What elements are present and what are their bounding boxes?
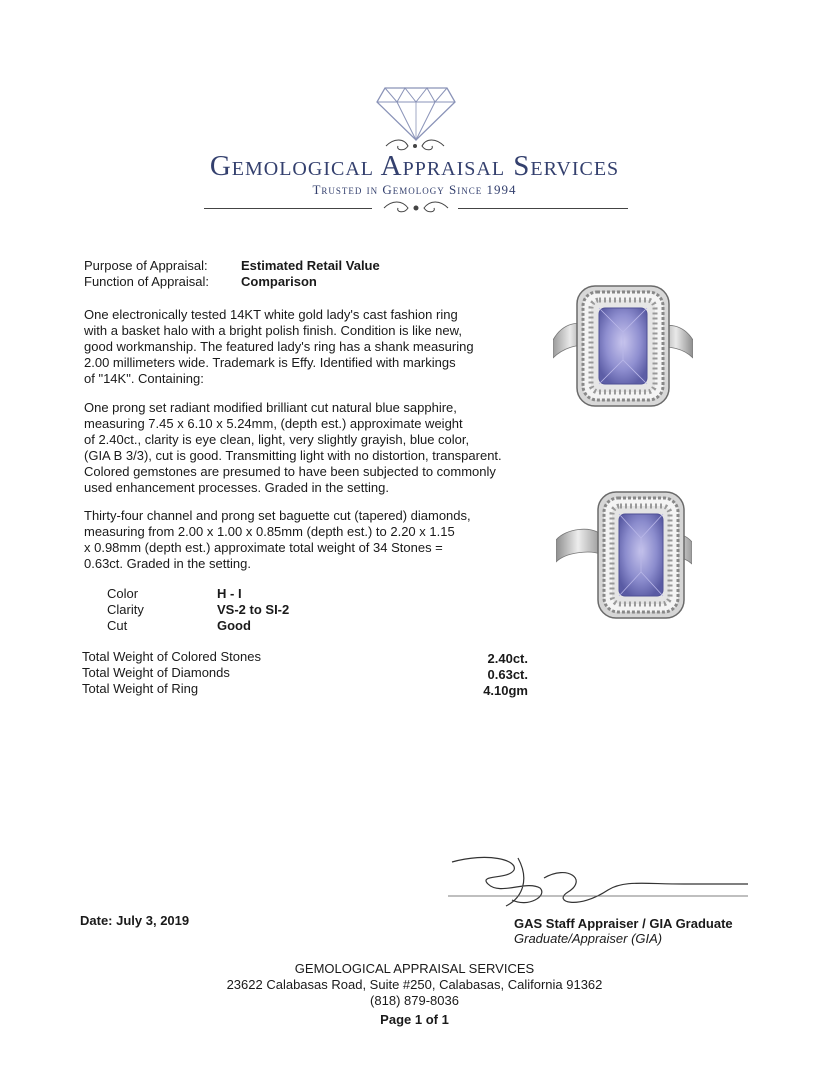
- purpose-label: Purpose of Appraisal:: [84, 258, 208, 273]
- footer-company: GEMOLOGICAL APPRAISAL SERVICES: [294, 961, 535, 976]
- appraiser-title: GAS Staff Appraiser / GIA Graduate: [514, 916, 733, 931]
- header-rule-left: [204, 208, 372, 209]
- grade-cut-value: Good: [217, 618, 251, 633]
- total-colored-label: Total Weight of Colored Stones: [82, 649, 261, 664]
- brand-tagline: Trusted in Gemology Since 1994: [312, 182, 517, 197]
- page-number: Page 1 of 1: [380, 1012, 449, 1027]
- brand-title: Gemological Appraisal Services: [209, 150, 620, 182]
- grade-clarity-value: VS-2 to SI-2: [217, 602, 290, 617]
- signature-scribble: [448, 850, 748, 914]
- header-rule-right: [458, 208, 628, 209]
- appraiser-subtitle: Graduate/Appraiser (GIA): [514, 931, 663, 946]
- footer-phone: (818) 879-8036: [370, 993, 459, 1008]
- ring-photo-top: [553, 282, 693, 410]
- purpose-value: Estimated Retail Value: [241, 258, 380, 273]
- total-diamonds-value: 0.63ct.: [487, 667, 528, 682]
- grade-clarity-label: Clarity: [107, 602, 144, 617]
- grade-color-value: H - I: [217, 586, 242, 601]
- appraisal-date: Date: July 3, 2019: [80, 913, 190, 928]
- diamond-logo-icon: [375, 86, 457, 142]
- total-ring-value: 4.10gm: [483, 683, 528, 698]
- function-value: Comparison: [241, 274, 317, 289]
- diamonds-description: Thirty-four channel and prong set baguette cut (tapered) diamonds, measuring from 2.00 x 1.00 x 0.85mm (depth est.) to 2.20 x 1.15 x 0.98mm (depth est.) approximate total weight of 34 Stones = 0.63ct. Graded in the setting.: [84, 508, 471, 571]
- ring-photo-bottom: [556, 490, 692, 620]
- footer-address: 23622 Calabasas Road, Suite #250, Calabasas, California 91362: [226, 977, 603, 992]
- function-label: Function of Appraisal:: [84, 274, 210, 289]
- ring-description: One electronically tested 14KT white gold lady's cast fashion ring with a basket halo with a bright polish finish. Condition is like new, good workmanship. The featured lady's ring has a shank measuring 2.00 millimeters wide. Trademark is Effy. Identified with markings of "14K". Containing:: [84, 307, 474, 386]
- grade-color-label: Color: [107, 586, 139, 601]
- grade-cut-label: Cut: [107, 618, 128, 633]
- flourish-bottom-icon: [380, 199, 452, 217]
- total-diamonds-label: Total Weight of Diamonds: [82, 665, 230, 680]
- total-ring-label: Total Weight of Ring: [82, 681, 199, 696]
- total-colored-value: 2.40ct.: [487, 651, 528, 666]
- sapphire-description: One prong set radiant modified brilliant cut natural blue sapphire, measuring 7.45 x 6.10 x 5.24mm, (depth est.) approximate weight of 2.40ct., clarity is eye clean, light, very slightly grayish, blue color, (GIA B 3/3), cut is good. Transmitting light with no distortion, transparent. Colored gemstones are presumed to have been subjected to commonly used enhancement processes. Graded in the setting.: [84, 400, 502, 495]
